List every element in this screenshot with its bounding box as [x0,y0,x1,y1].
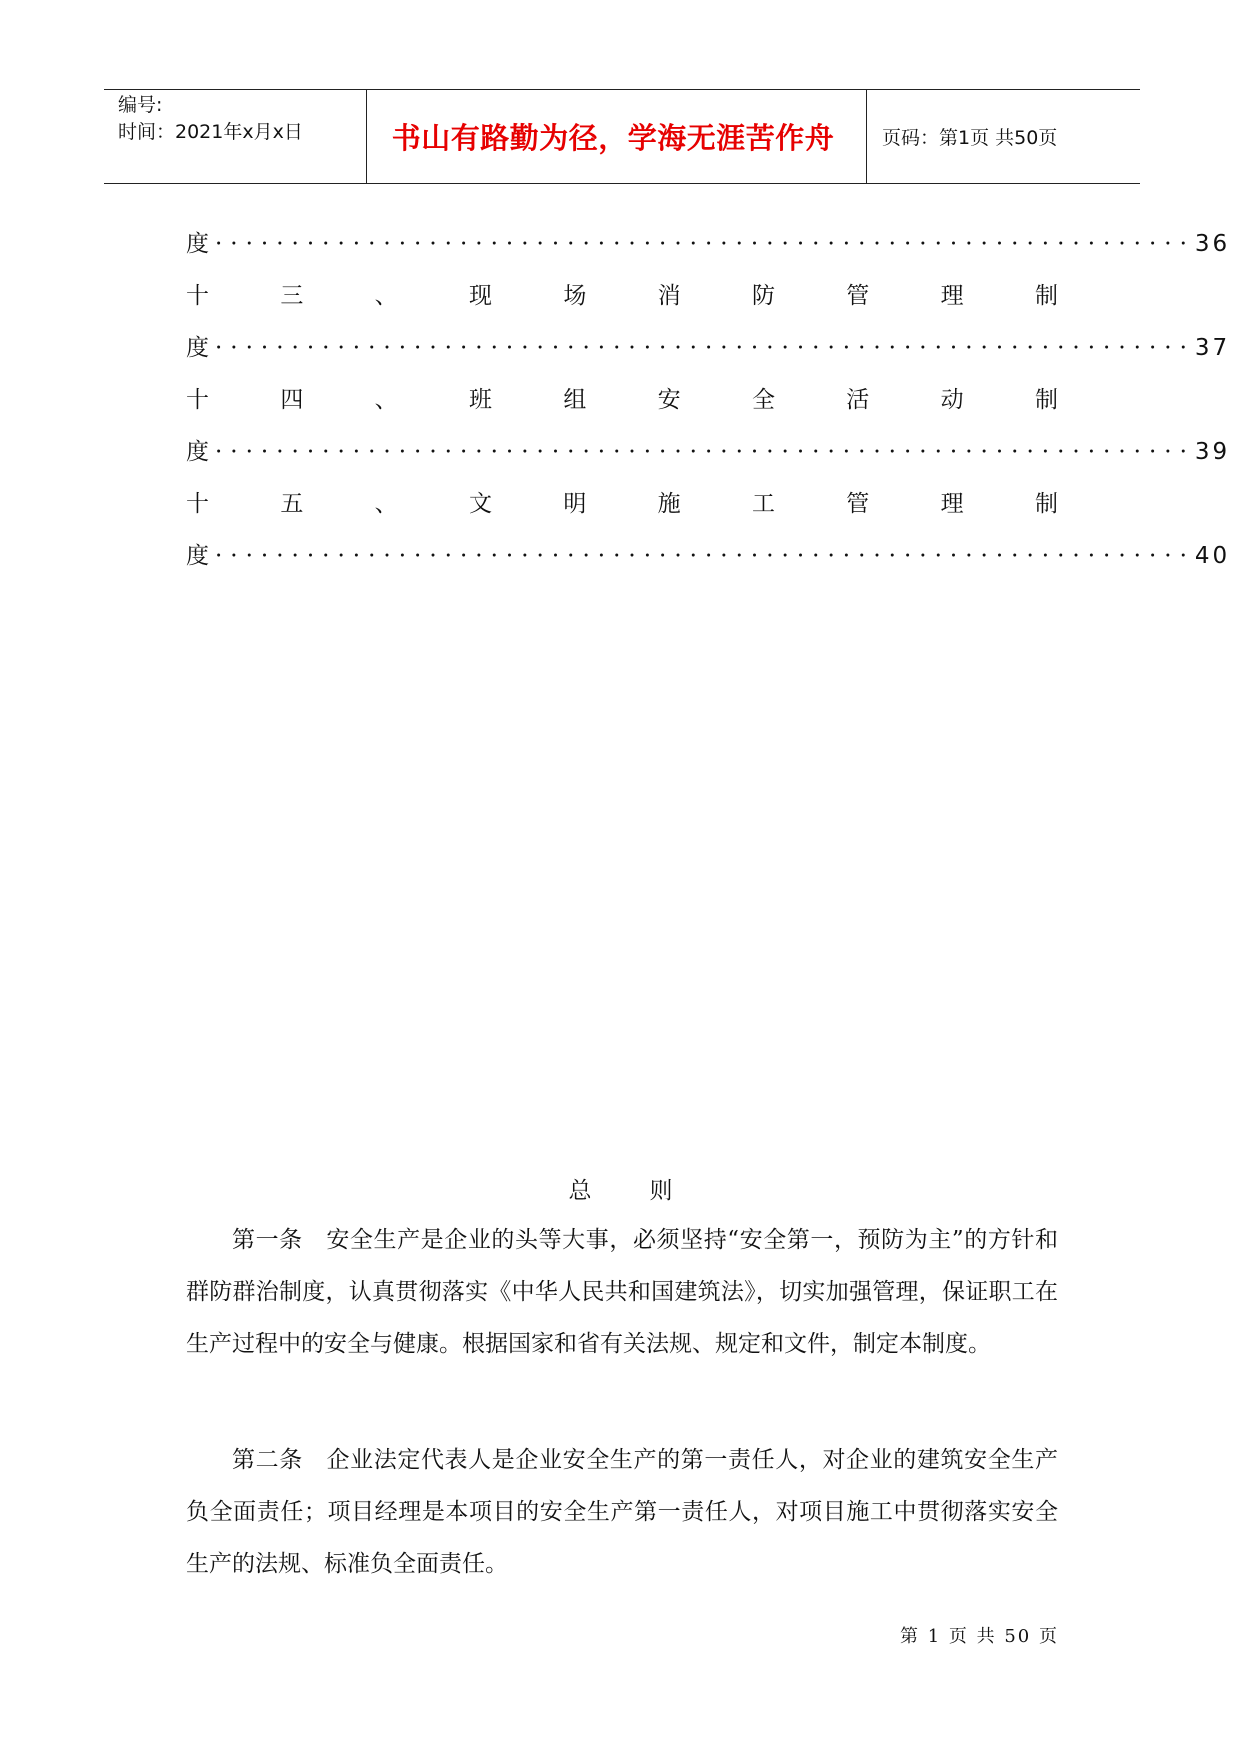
toc-page-number: 37 [1194,335,1231,361]
toc-line-text: 度 [186,439,209,465]
toc-leader-dots: ································································ [215,439,1195,465]
document-number-label: 编号: [118,94,163,116]
toc-heading-char: 全 [751,387,775,413]
toc-line [186,225,1231,277]
toc-heading-char: 活 [846,387,870,413]
toc-heading-char: 制 [1034,491,1058,517]
toc-heading-char: 工 [751,491,775,517]
toc-heading-char: 消 [657,283,681,309]
toc-heading-char: 班 [468,387,492,413]
toc-heading-char: 组 [563,387,587,413]
toc-page-number: 36 [1194,231,1231,257]
toc-heading-char: 理 [940,491,964,517]
header-meta [104,90,366,183]
header-divider [866,90,867,183]
toc-heading-char: 文 [468,491,492,517]
toc-heading-char: 、 [374,283,398,309]
header-motto: 书山有路勤为径，学海无涯苦作舟 [391,121,835,155]
toc-line [186,381,1058,433]
page-footer: 第 1 页 共 50 页 [900,1626,1059,1647]
toc-heading-char: 安 [657,387,681,413]
toc-page-number: 40 [1194,543,1231,569]
toc-heading-char: 十 [186,283,209,309]
document-time-label: 时间：2021年x月x日 [118,121,303,143]
toc-line [186,433,1231,485]
toc-line [186,537,1231,589]
toc-line [186,485,1058,537]
header-page-label: 页码：第1页 共50页 [882,127,1058,149]
toc-heading-char: 场 [563,283,587,309]
toc-page-number: 39 [1194,439,1231,465]
section-title: 总则 [568,1178,731,1204]
toc-heading-char: 管 [846,491,870,517]
toc-heading-char: 明 [563,491,587,517]
toc-line-text: 度 [186,335,209,361]
toc-leader-dots: ································································ [215,543,1195,569]
article-paragraph: 第一条 安全生产是企业的头等大事，必须坚持“安全第一，预防为主”的方针和群防群治制度，认真贯彻落实《中华人民共和国建筑法》，切实加强管理，保证职工在生产过程中的安全与健康。根据国家和省有关法规、规定和文件，制定本制度。 [186,1227,1058,1357]
toc-heading-char: 、 [374,387,398,413]
header-divider [366,90,367,183]
toc-heading-char: 制 [1034,387,1058,413]
toc-line-text: 度 [186,231,209,257]
toc-heading-char: 十 [186,491,209,517]
toc-heading-char: 制 [1034,283,1058,309]
toc-heading-char: 、 [374,491,398,517]
toc-line [186,277,1058,329]
toc-heading-char: 动 [940,387,964,413]
toc-heading-char: 五 [280,491,304,517]
toc-heading-char: 理 [940,283,964,309]
toc-line [186,329,1231,381]
toc-leader-dots: ································································ [215,335,1195,361]
page-header [104,89,1140,184]
toc-heading-char: 四 [280,387,304,413]
toc-heading-char: 防 [751,283,775,309]
toc-heading-char: 三 [280,283,304,309]
article-paragraph: 第二条 企业法定代表人是企业安全生产的第一责任人，对企业的建筑安全生产负全面责任；项目经理是本项目的安全生产第一责任人，对项目施工中贯彻落实安全生产的法规、标准负全面责任。 [186,1447,1058,1577]
toc-heading-char: 施 [657,491,681,517]
table-of-contents [186,225,1231,589]
toc-heading-char: 现 [468,283,492,309]
toc-line-text: 度 [186,543,209,569]
toc-heading-char: 十 [186,387,209,413]
toc-leader-dots: ································································ [215,231,1195,257]
toc-heading-char: 管 [846,283,870,309]
